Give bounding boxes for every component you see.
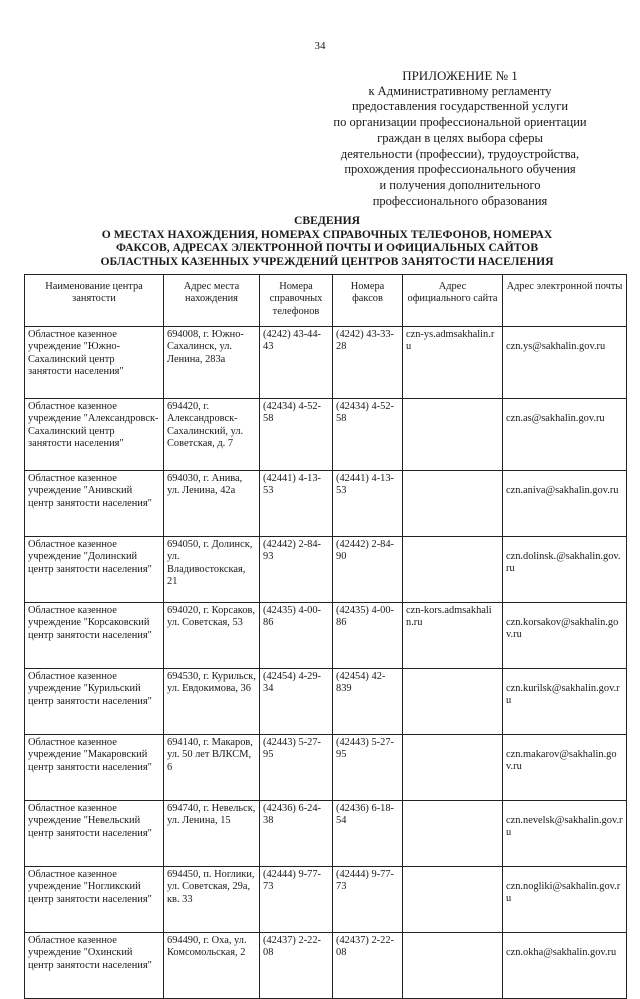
appendix-line: по организации профессиональной ориентации — [333, 115, 587, 130]
cell-center-name: Областное казенное учреждение "Александровск-Сахалинский центр занятости населения" — [25, 399, 164, 471]
page-number: 34 — [314, 40, 326, 52]
cell-website — [403, 471, 503, 537]
cell-fax: (42443) 5-27-95 — [333, 735, 403, 801]
cell-website — [403, 867, 503, 933]
cell-fax: (42454) 42-839 — [333, 669, 403, 735]
appendix-line: к Административному регламенту — [368, 83, 552, 98]
table-row — [25, 471, 627, 537]
cell-website: czn-ys.admsakhalin.ru — [403, 327, 503, 399]
header-center-name: Наименование центра занятости — [25, 275, 164, 327]
cell-phone: (42442) 2-84-93 — [260, 537, 333, 603]
header-address: Адрес места нахождения — [164, 275, 260, 327]
cell-address: 694530, г. Курильск, ул. Евдокимова, 36 — [164, 669, 260, 735]
heading-line: О МЕСТАХ НАХОЖДЕНИЯ, НОМЕРАХ СПРАВОЧНЫХ ТЕЛЕФОНОВ, НОМЕРАХ — [101, 227, 553, 241]
cell-fax: (42435) 4-00-86 — [333, 603, 403, 669]
cell-phone: (42441) 4-13-53 — [260, 471, 333, 537]
employment-centers-table — [24, 274, 627, 999]
heading-line: ОБЛАСТНЫХ КАЗЕННЫХ УЧРЕЖДЕНИЙ ЦЕНТРОВ ЗАНЯТОСТИ НАСЕЛЕНИЯ — [100, 254, 554, 268]
table-row — [25, 399, 627, 471]
table-row — [25, 669, 627, 735]
cell-center-name: Областное казенное учреждение "Анивский центр занятости населения" — [25, 471, 164, 537]
cell-email: czn.ys@sakhalin.gov.ru — [503, 327, 627, 399]
table-row — [25, 537, 627, 603]
cell-fax: (42434) 4-52-58 — [333, 399, 403, 471]
cell-phone: (42434) 4-52-58 — [260, 399, 333, 471]
cell-center-name: Областное казенное учреждение "Ногликский центр занятости населения" — [25, 867, 164, 933]
cell-website — [403, 537, 503, 603]
cell-email: czn.nevelsk@sakhalin.gov.ru — [503, 801, 627, 867]
appendix-line: деятельности (профессии), трудоустройства, — [340, 146, 580, 161]
cell-fax: (42441) 4-13-53 — [333, 471, 403, 537]
table-row — [25, 801, 627, 867]
table-row — [25, 603, 627, 669]
heading-line: ФАКСОВ, АДРЕСАХ ЭЛЕКТРОННОЙ ПОЧТЫ И ОФИЦИАЛЬНЫХ САЙТОВ — [115, 241, 539, 255]
cell-email: czn.nogliki@sakhalin.gov.ru — [503, 867, 627, 933]
cell-fax: (42444) 9-77-73 — [333, 867, 403, 933]
appendix-line: профессионального образования — [372, 193, 548, 208]
appendix-line: и получения дополнительного — [379, 177, 541, 192]
appendix-block — [300, 68, 620, 209]
cell-phone: (4242) 43-44-43 — [260, 327, 333, 399]
cell-center-name: Областное казенное учреждение "Курильский центр занятости населения" — [25, 669, 164, 735]
cell-center-name: Областное казенное учреждение "Долинский центр занятости населения" — [25, 537, 164, 603]
cell-address: 694420, г. Александровск-Сахалинский, ул. Советская, д. 7 — [164, 399, 260, 471]
appendix-title: ПРИЛОЖЕНИЕ № 1 — [402, 68, 518, 83]
cell-center-name: Областное казенное учреждение "Южно-Сахалинский центр занятости населения" — [25, 327, 164, 399]
document-heading — [24, 214, 630, 268]
appendix-line: граждан в целях выбора сферы — [377, 130, 543, 145]
cell-phone: (42435) 4-00-86 — [260, 603, 333, 669]
table-header-row — [25, 275, 627, 327]
header-fax: Номера факсов — [333, 275, 403, 327]
header-website: Адрес официального сайта — [403, 275, 503, 327]
cell-address: 694050, г. Долинск, ул. Владивостокская, 21 — [164, 537, 260, 603]
cell-email: czn.aniva@sakhalin.gov.ru — [503, 471, 627, 537]
appendix-line: прохождения профессионального обучения — [344, 162, 576, 177]
cell-phone: (42443) 5-27-95 — [260, 735, 333, 801]
cell-center-name: Областное казенное учреждение "Охинский центр занятости населения" — [25, 933, 164, 999]
cell-center-name: Областное казенное учреждение "Корсаковский центр занятости населения" — [25, 603, 164, 669]
cell-phone: (42444) 9-77-73 — [260, 867, 333, 933]
cell-address: 694490, г. Оха, ул. Комсомольская, 2 — [164, 933, 260, 999]
cell-email: czn.makarov@sakhalin.gov.ru — [503, 735, 627, 801]
cell-phone: (42436) 6-24-38 — [260, 801, 333, 867]
table-row — [25, 735, 627, 801]
cell-phone: (42454) 4-29-34 — [260, 669, 333, 735]
heading-line: СВЕДЕНИЯ — [294, 214, 360, 227]
cell-address: 694020, г. Корсаков, ул. Советская, 53 — [164, 603, 260, 669]
cell-email: czn.korsakov@sakhalin.gov.ru — [503, 603, 627, 669]
table-row — [25, 867, 627, 933]
cell-address: 694030, г. Анива, ул. Ленина, 42а — [164, 471, 260, 537]
cell-email: czn.okha@sakhalin.gov.ru — [503, 933, 627, 999]
cell-website — [403, 933, 503, 999]
cell-email: czn.kurilsk@sakhalin.gov.ru — [503, 669, 627, 735]
cell-fax: (42442) 2-84-90 — [333, 537, 403, 603]
cell-address: 694008, г. Южно-Сахалинск, ул. Ленина, 283а — [164, 327, 260, 399]
cell-website — [403, 399, 503, 471]
cell-website — [403, 801, 503, 867]
table-body — [25, 327, 627, 999]
header-email: Адрес электронной почты — [503, 275, 627, 327]
header-phones: Номера справочных телефонов — [260, 275, 333, 327]
cell-email: czn.dolinsk.@sakhalin.gov.ru — [503, 537, 627, 603]
cell-address: 694450, п. Ноглики, ул. Советская, 29а, кв. 33 — [164, 867, 260, 933]
cell-center-name: Областное казенное учреждение "Невельский центр занятости населения" — [25, 801, 164, 867]
cell-fax: (42437) 2-22-08 — [333, 933, 403, 999]
cell-fax: (4242) 43-33-28 — [333, 327, 403, 399]
cell-email: czn.as@sakhalin.gov.ru — [503, 399, 627, 471]
cell-phone: (42437) 2-22-08 — [260, 933, 333, 999]
cell-website — [403, 669, 503, 735]
table-row — [25, 933, 627, 999]
cell-website — [403, 735, 503, 801]
cell-address: 694740, г. Невельск, ул. Ленина, 15 — [164, 801, 260, 867]
cell-address: 694140, г. Макаров, ул. 50 лет ВЛКСМ, 6 — [164, 735, 260, 801]
table-row — [25, 327, 627, 399]
cell-website: czn-kors.admsakhalin.ru — [403, 603, 503, 669]
appendix-line: предоставления государственной услуги — [351, 99, 569, 114]
cell-fax: (42436) 6-18-54 — [333, 801, 403, 867]
cell-center-name: Областное казенное учреждение "Макаровский центр занятости населения" — [25, 735, 164, 801]
